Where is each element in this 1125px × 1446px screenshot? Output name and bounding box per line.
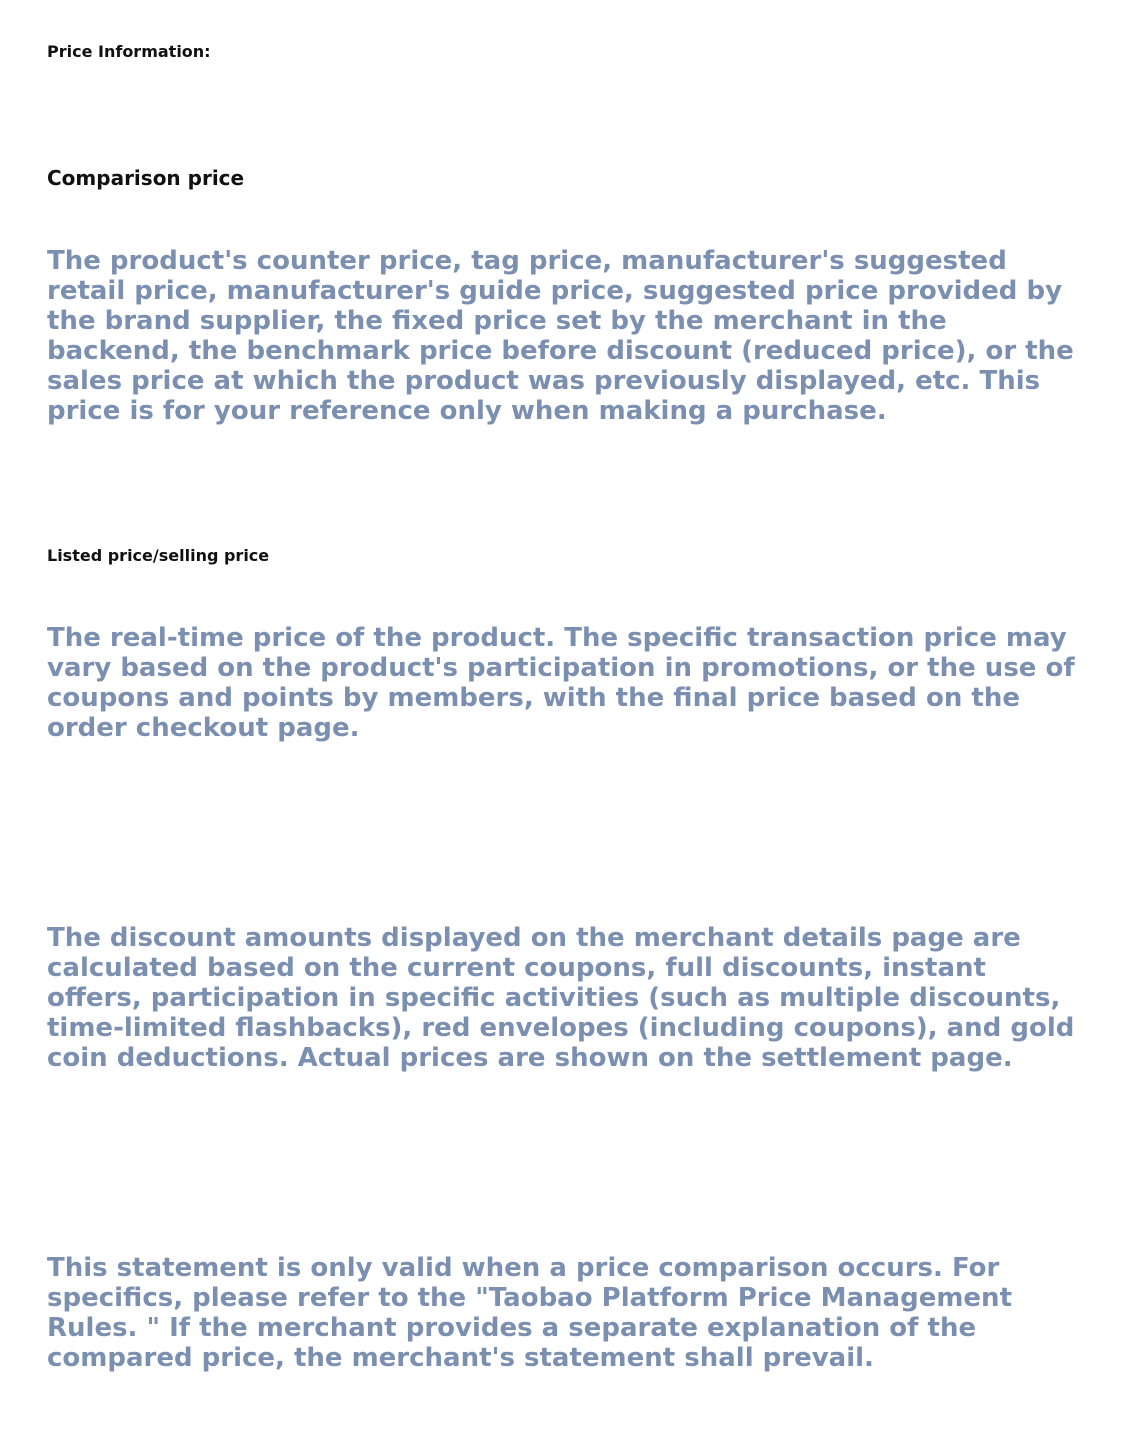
comparison-price-heading: Comparison price — [47, 166, 245, 190]
comparison-price-description: The product's counter price, tag price, manufacturer's suggested retail price, manufacturer's guide price, suggested price provided by the brand supplier, the fixed price set by the merchant in the backend, the benchmark price before discount (reduced price), or the sales price at which the product was previously displayed, etc. This price is for your reference only when making a purchase. — [47, 246, 1074, 426]
listed-price-heading: Listed price/selling price — [47, 546, 270, 565]
discount-description: The discount amounts displayed on the merchant details page are calculated based on the current coupons, full discounts, instant offers, participation in specific activities (such as multiple discounts, time-limited flashbacks), red envelopes (including coupons), and gold coin deductions. Actual prices are shown on the settlement page. — [47, 923, 1075, 1073]
listed-price-description: The real-time price of the product. The specific transaction price may vary based on the product's participation in promotions, or the use of coupons and points by members, with the final price based on the order checkout page. — [47, 623, 1075, 743]
statement-description: This statement is only valid when a price comparison occurs. For specifics, please refer to the "Taobao Platform Price Management Rules. " If the merchant provides a separate explanation of the compared price, the merchant's statement shall prevail. — [47, 1253, 1012, 1373]
price-information-label: Price Information: — [47, 42, 211, 61]
